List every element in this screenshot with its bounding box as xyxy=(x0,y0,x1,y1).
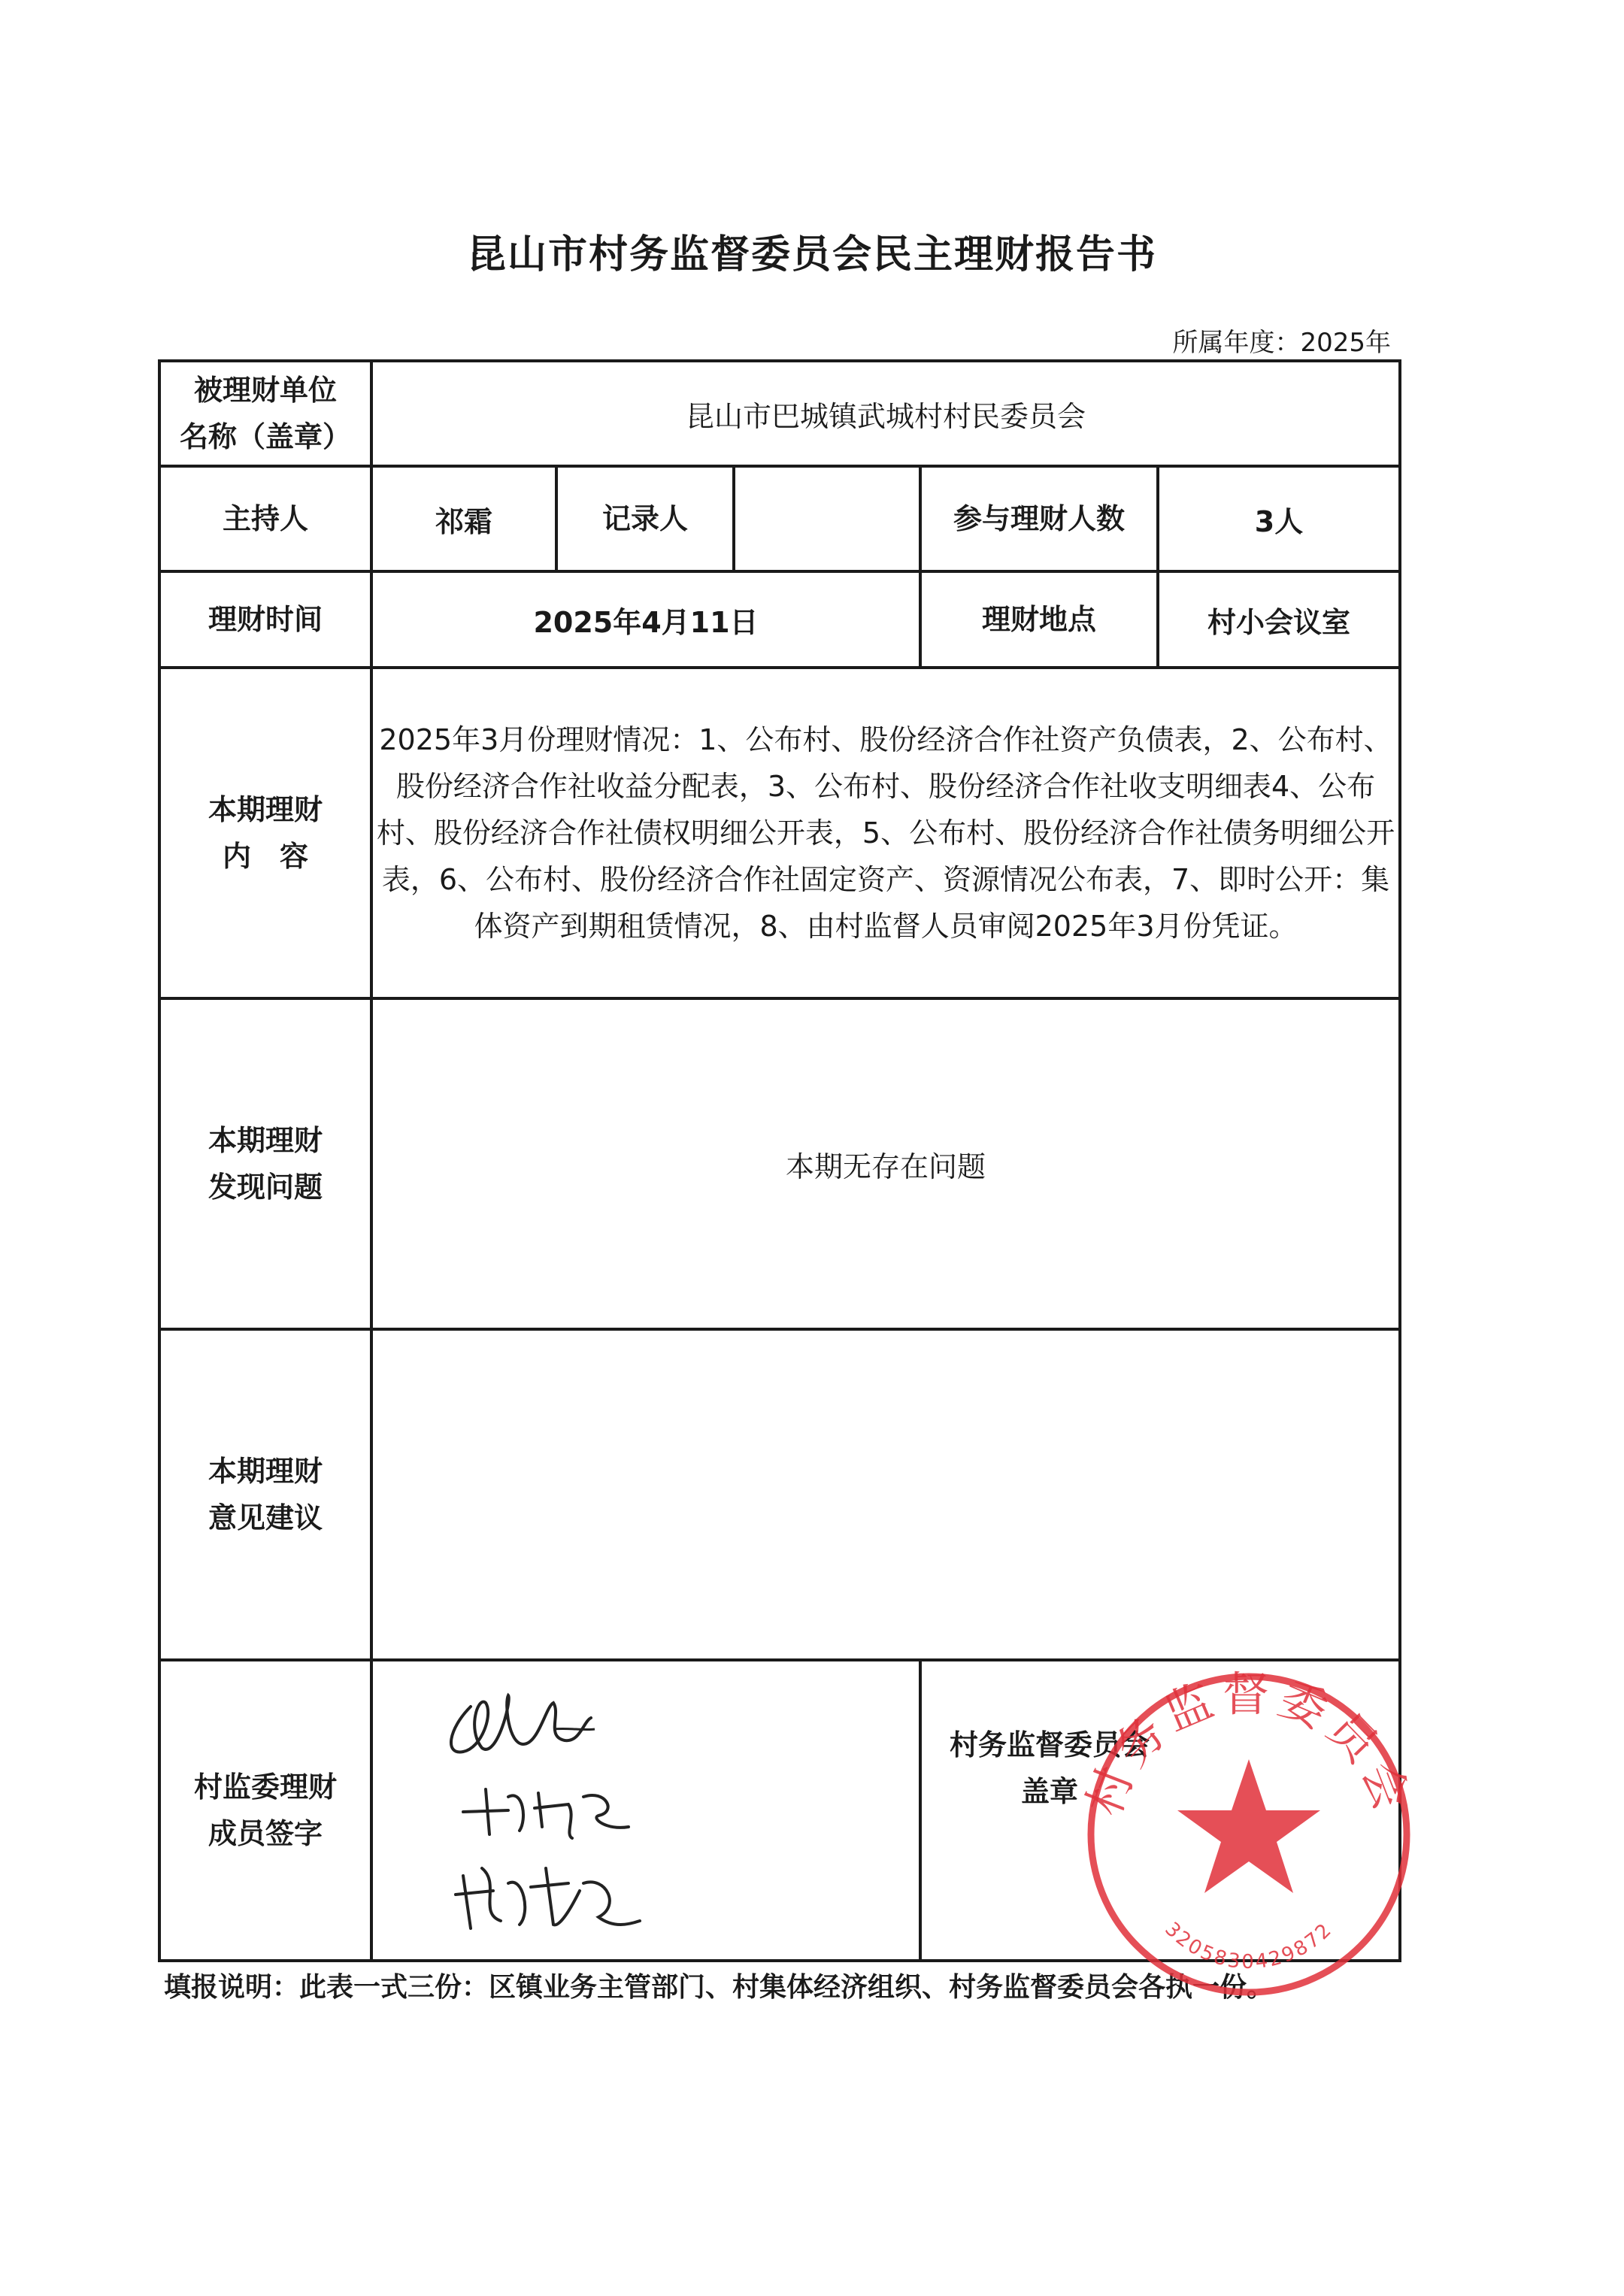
content-label-line1: 本期理财 xyxy=(208,793,323,826)
content-label-cell xyxy=(159,668,371,998)
suggestions-label-line2: 意见建议 xyxy=(208,1501,323,1534)
suggestions-label-cell xyxy=(159,1329,371,1660)
seal-box-label: 村务监督委员会 盖章 xyxy=(949,1728,1265,1808)
unit-label-line2: 名称（盖章） xyxy=(179,420,351,453)
report-form xyxy=(158,359,1422,1974)
seal-cell xyxy=(920,1660,1422,1974)
fiscal-year-label: 所属年度：2025年 xyxy=(1172,328,1391,358)
page-title: 昆山市村务监督委员会民主理财报告书 xyxy=(466,232,1157,277)
time-value: 2025年4月11日 xyxy=(371,571,920,668)
time-label: 理财时间 xyxy=(159,571,371,668)
unit-row xyxy=(159,361,1400,466)
member-signatures xyxy=(371,1660,920,1961)
signature-2 xyxy=(456,1774,636,1849)
content-label-line2: 内 容 xyxy=(222,840,308,873)
signature-label-line2: 成员签字 xyxy=(208,1817,323,1850)
issues-text: 本期无存在问题 xyxy=(371,998,1400,1329)
issues-row xyxy=(159,998,1400,1329)
host-value: 祁霜 xyxy=(371,466,556,571)
suggestions-row xyxy=(159,1329,1400,1660)
host-row xyxy=(159,466,1400,571)
participants-label: 参与理财人数 xyxy=(920,466,1158,571)
issues-label-line1: 本期理财 xyxy=(208,1124,323,1157)
seal-number: 3205830429872 xyxy=(1160,1918,1338,1974)
signature-3 xyxy=(448,1853,644,1943)
signature-label-line1: 村监委理财 xyxy=(193,1770,337,1804)
participants-value: 3人 xyxy=(1158,466,1400,571)
time-row xyxy=(159,571,1400,668)
place-value: 村小会议室 xyxy=(1158,571,1400,668)
unit-name-value: 昆山市巴城镇武城村村民委员会 xyxy=(371,361,1400,466)
issues-label-cell xyxy=(159,998,371,1329)
signature-label-cell xyxy=(159,1660,371,1961)
content-text: 2025年3月份理财情况：1、公布村、股份经济合作社资产负债表，2、公布村、股份经济合作社收益分配表，3、公布村、股份经济合作社收支明细表4、公布村、股份经济合作社债权明细公开表，5、公布村、股份经济合作社债务明细公开表，6、公布村、股份经济合作社固定资产、资源情况公布表，7、即时公开：集体资产到期租赁情况，8、由村监督人员审阅2025年3月份凭证。 xyxy=(371,668,1400,998)
suggestions-text xyxy=(371,1329,1400,1660)
host-label: 主持人 xyxy=(159,466,371,571)
issues-label-line2: 发现问题 xyxy=(208,1171,323,1204)
unit-label-line1: 被理财单位 xyxy=(193,374,337,407)
seal-star-icon xyxy=(1177,1759,1320,1893)
suggestions-label-line1: 本期理财 xyxy=(208,1455,323,1488)
footnote: 填报说明：此表一式三份：区镇业务主管部门、村集体经济组织、村务监督委员会各执一份。 xyxy=(164,1972,1274,2003)
svg-text:3205830429872 xyxy=(1160,1918,1337,1973)
signature-1 xyxy=(441,1684,606,1767)
signature-row xyxy=(159,1660,1400,1961)
recorder-value xyxy=(734,466,920,571)
recorder-label: 记录人 xyxy=(556,466,734,571)
seal-arc-text: 村务监督委员会 xyxy=(1076,1667,1422,1823)
content-row xyxy=(159,668,1400,998)
committee-seal xyxy=(1053,1646,1444,2022)
place-label: 理财地点 xyxy=(920,571,1158,668)
unit-label-cell xyxy=(159,361,371,466)
